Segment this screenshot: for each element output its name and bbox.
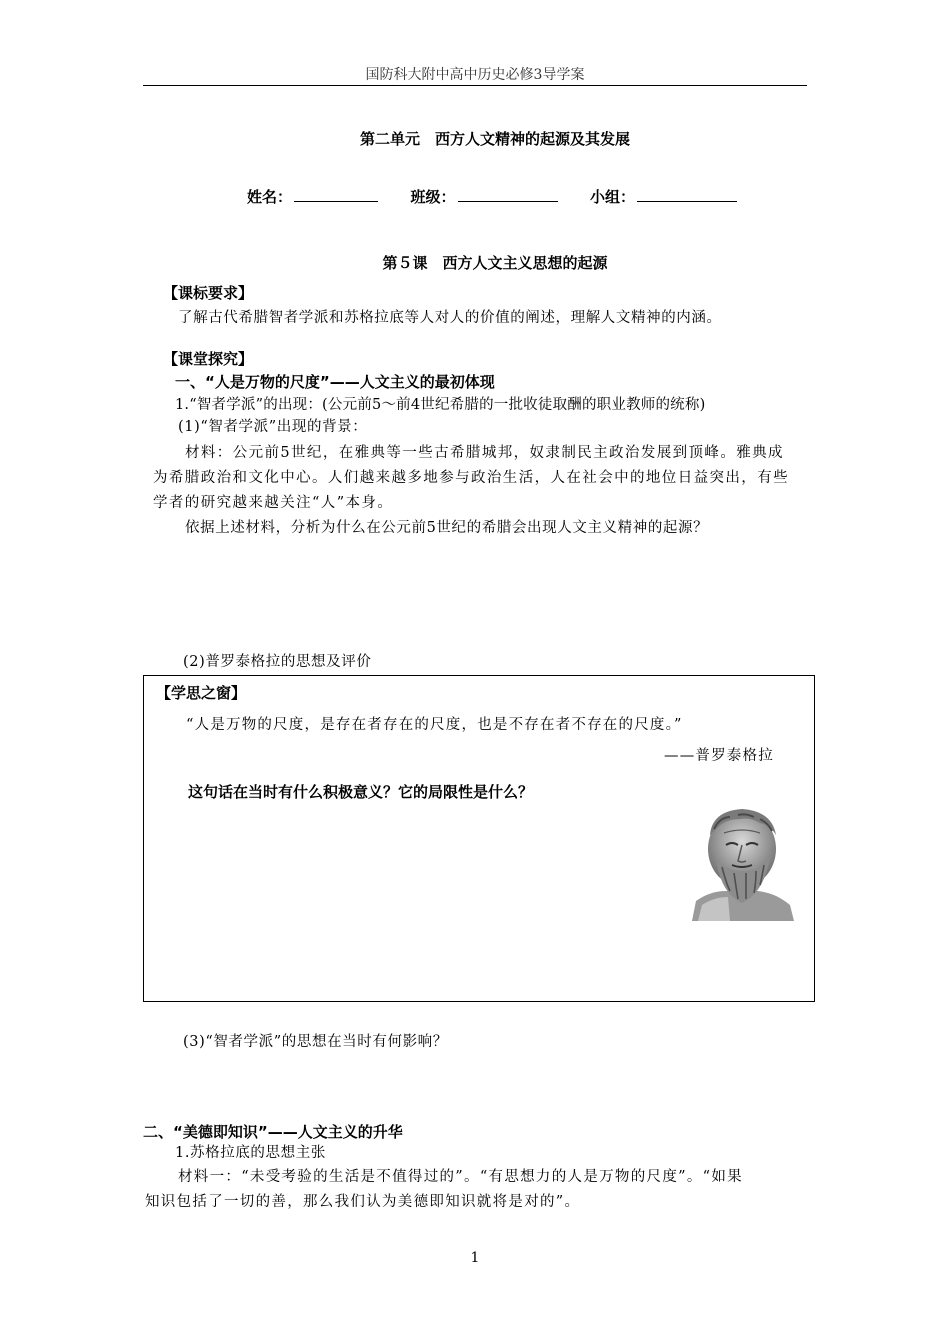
section2-title: 二、“美德即知识”——人文主义的升华 [143,1123,403,1141]
section1-sub2: (2)普罗泰格拉的思想及评价 [183,654,372,670]
student-info-row [247,186,737,207]
inquiry-heading: 【课堂探究】 [163,350,254,368]
material-line-3: 学者的研究越来越关注“人”本身。 [153,495,394,511]
name-label: 姓名： [247,188,293,206]
lesson-title: 第５课 西方人文主义思想的起源 [382,254,608,272]
question-1: 依据上述材料，分析为什么在公元前5世纪的希腊会出现人文主义精神的起源？ [185,520,709,536]
group-label: 小组： [589,188,635,206]
section1-item1: 1.“智者学派”的出现：(公元前5～前4世纪希腊的一批收徒取酬的职业教师的统称) [175,397,706,413]
material-line-1: 材料：公元前5世纪，在雅典等一些古希腊城邦，奴隶制民主政治发展到顶峰。雅典成 [185,445,784,461]
section2-material-line-2: 知识包括了一切的善，那么我们认为美德即知识就将是对的”。 [145,1194,581,1210]
section1-sub3: (3)“智者学派”的思想在当时有何影响？ [183,1034,448,1050]
section2-material-line-1: 材料一：“未受考验的生活是不值得过的”。“有思想力的人是万物的尺度”。“如果 [178,1169,743,1185]
header-rule [143,85,807,86]
protagoras-bust-image [690,805,794,921]
class-blank[interactable] [458,187,558,202]
page-header: 国防科大附中高中历史必修3导学案 [365,67,585,83]
box-heading: 【学思之窗】 [156,684,247,702]
group-blank[interactable] [637,187,737,202]
box-question: 这句话在当时有什么积极意义？它的局限性是什么？ [188,783,534,801]
standards-text: 了解古代希腊智者学派和苏格拉底等人对人的价值的阐述，理解人文精神的内涵。 [178,310,722,326]
class-label: 班级： [410,188,456,206]
box-attribution: ——普罗泰格拉 [664,748,774,764]
page-number: 1 [470,1250,480,1266]
section1-sub1: (1)“智者学派”出现的背景： [178,419,368,435]
name-blank[interactable] [294,187,378,202]
section1-title: 一、“人是万物的尺度”——人文主义的最初体现 [175,373,495,391]
section2-item1: 1.苏格拉底的思想主张 [175,1145,326,1161]
box-quote: “人是万物的尺度，是存在者存在的尺度，也是不存在者不存在的尺度。” [186,717,683,733]
material-line-2: 为希腊政治和文化中心。人们越来越多地参与政治生活，人在社会中的地位日益突出，有些 [153,470,789,486]
unit-title: 第二单元 西方人文精神的起源及其发展 [359,130,630,148]
standards-heading: 【课标要求】 [163,284,254,302]
